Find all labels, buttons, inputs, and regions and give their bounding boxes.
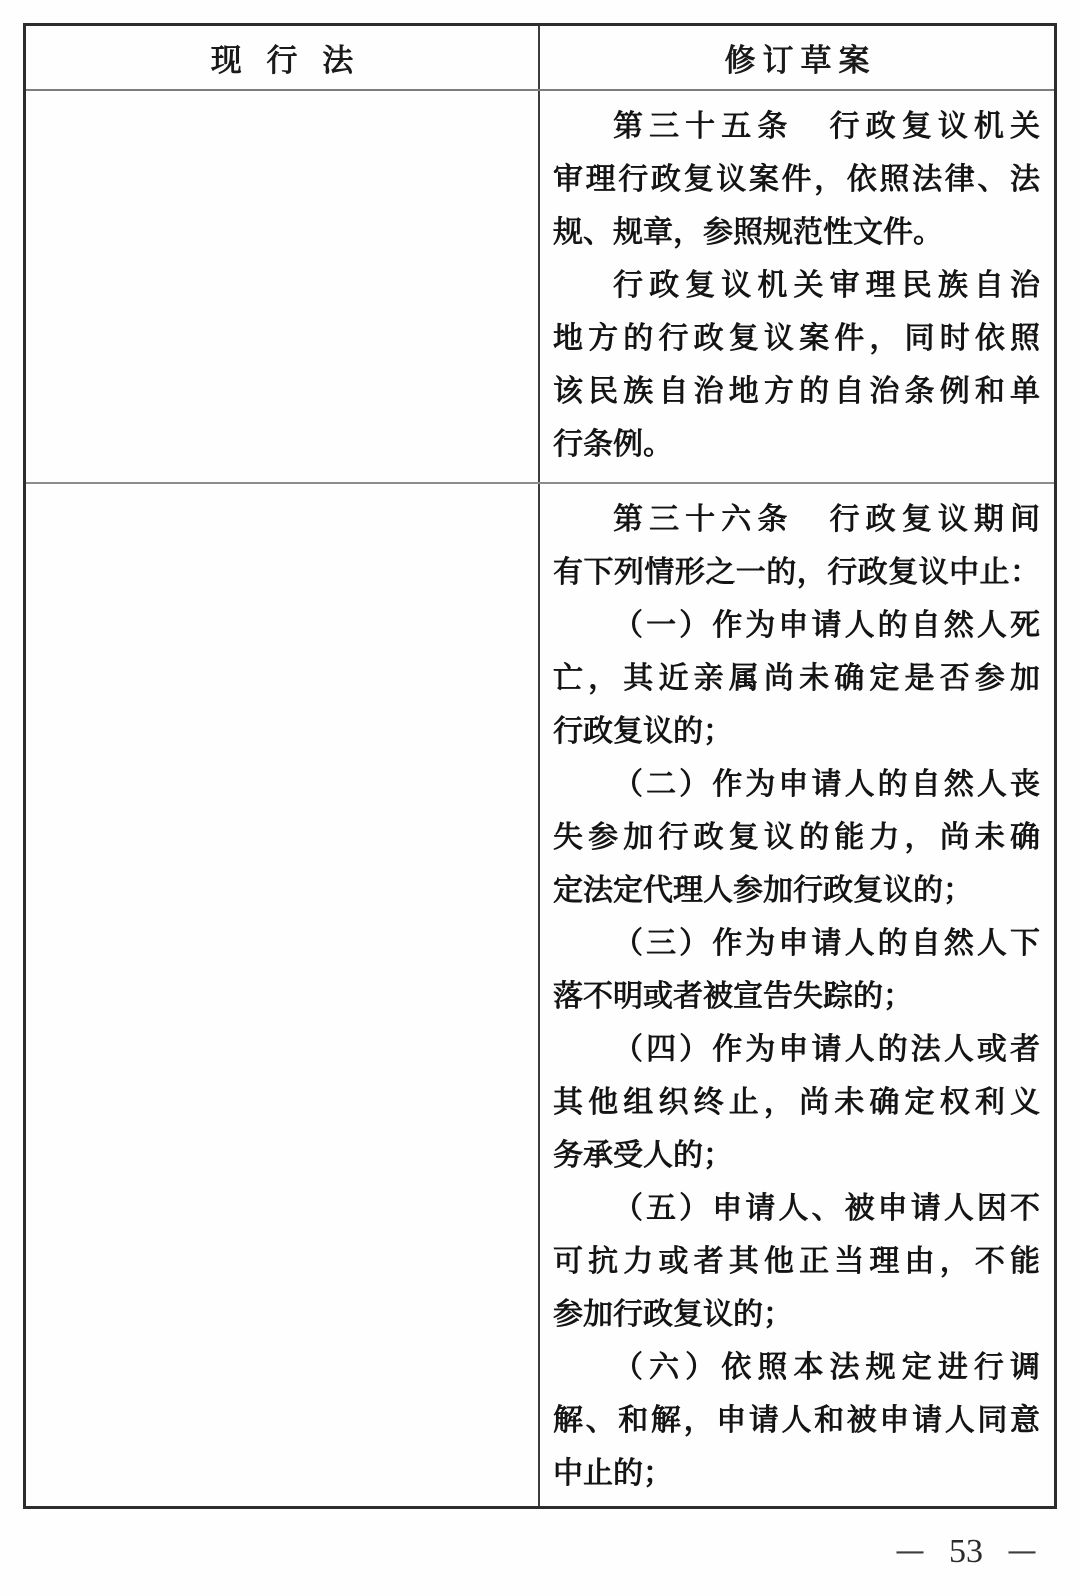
text-line: 行政复议的； xyxy=(553,714,733,749)
text-line: 第三十六条 行政复议期间 xyxy=(613,502,1040,537)
text-line: 该民族自治地方的自治条例和单 xyxy=(553,374,1040,409)
page-number: 53 xyxy=(949,1533,983,1570)
table-row-article-36 xyxy=(26,484,1054,1506)
text-line: 失参加行政复议的能力，尚未确 xyxy=(553,820,1040,855)
cell-current-law-empty xyxy=(26,91,538,482)
text-line: 地方的行政复议案件，同时依照 xyxy=(553,321,1040,356)
text-line: 其他组织终止，尚未确定权利义 xyxy=(553,1085,1040,1120)
text-line: 定法定代理人参加行政复议的； xyxy=(553,873,973,908)
text-line: （六）依照本法规定进行调 xyxy=(613,1350,1040,1385)
text-line: 中止的； xyxy=(553,1456,673,1491)
text-line: 有下列情形之一的，行政复议中止： xyxy=(553,555,1040,590)
text-line: 参加行政复议的； xyxy=(553,1297,793,1332)
text-line: （五）申请人、被申请人因不 xyxy=(613,1191,1040,1226)
cell-revision-article-36 xyxy=(538,484,1054,1506)
text-line: 解、和解，申请人和被申请人同意 xyxy=(553,1403,1040,1438)
text-line: 第三十五条 行政复议机关 xyxy=(613,109,1040,144)
comparison-table xyxy=(23,23,1057,1509)
text-line: 行政复议机关审理民族自治 xyxy=(613,268,1040,303)
text-line: 务承受人的； xyxy=(553,1138,733,1173)
table-row-article-35 xyxy=(26,91,1054,484)
text-line: （四）作为申请人的法人或者 xyxy=(613,1032,1040,1067)
text-line: 可抗力或者其他正当理由，不能 xyxy=(553,1244,1040,1279)
text-line: 行条例。 xyxy=(553,427,673,462)
footer-dash-left: — xyxy=(895,1534,925,1569)
text-line: 落不明或者被宣告失踪的； xyxy=(553,979,913,1014)
text-line: 亡，其近亲属尚未确定是否参加 xyxy=(553,661,1040,696)
column-header-current-law: 现 行 法 xyxy=(210,43,361,79)
page-footer xyxy=(895,1532,1037,1572)
text-line: （一）作为申请人的自然人死 xyxy=(613,608,1040,643)
text-line: （二）作为申请人的自然人丧 xyxy=(613,767,1040,802)
text-line: 规、规章，参照规范性文件。 xyxy=(553,215,943,250)
table-header-row xyxy=(26,26,1054,91)
cell-current-law-empty xyxy=(26,484,538,1506)
text-line: （三）作为申请人的自然人下 xyxy=(613,926,1040,961)
cell-revision-article-35 xyxy=(538,91,1054,482)
text-line: 审理行政复议案件，依照法律、法 xyxy=(553,162,1040,197)
column-header-revision-draft: 修订草案 xyxy=(538,26,1054,89)
footer-dash-right: — xyxy=(1007,1534,1037,1569)
